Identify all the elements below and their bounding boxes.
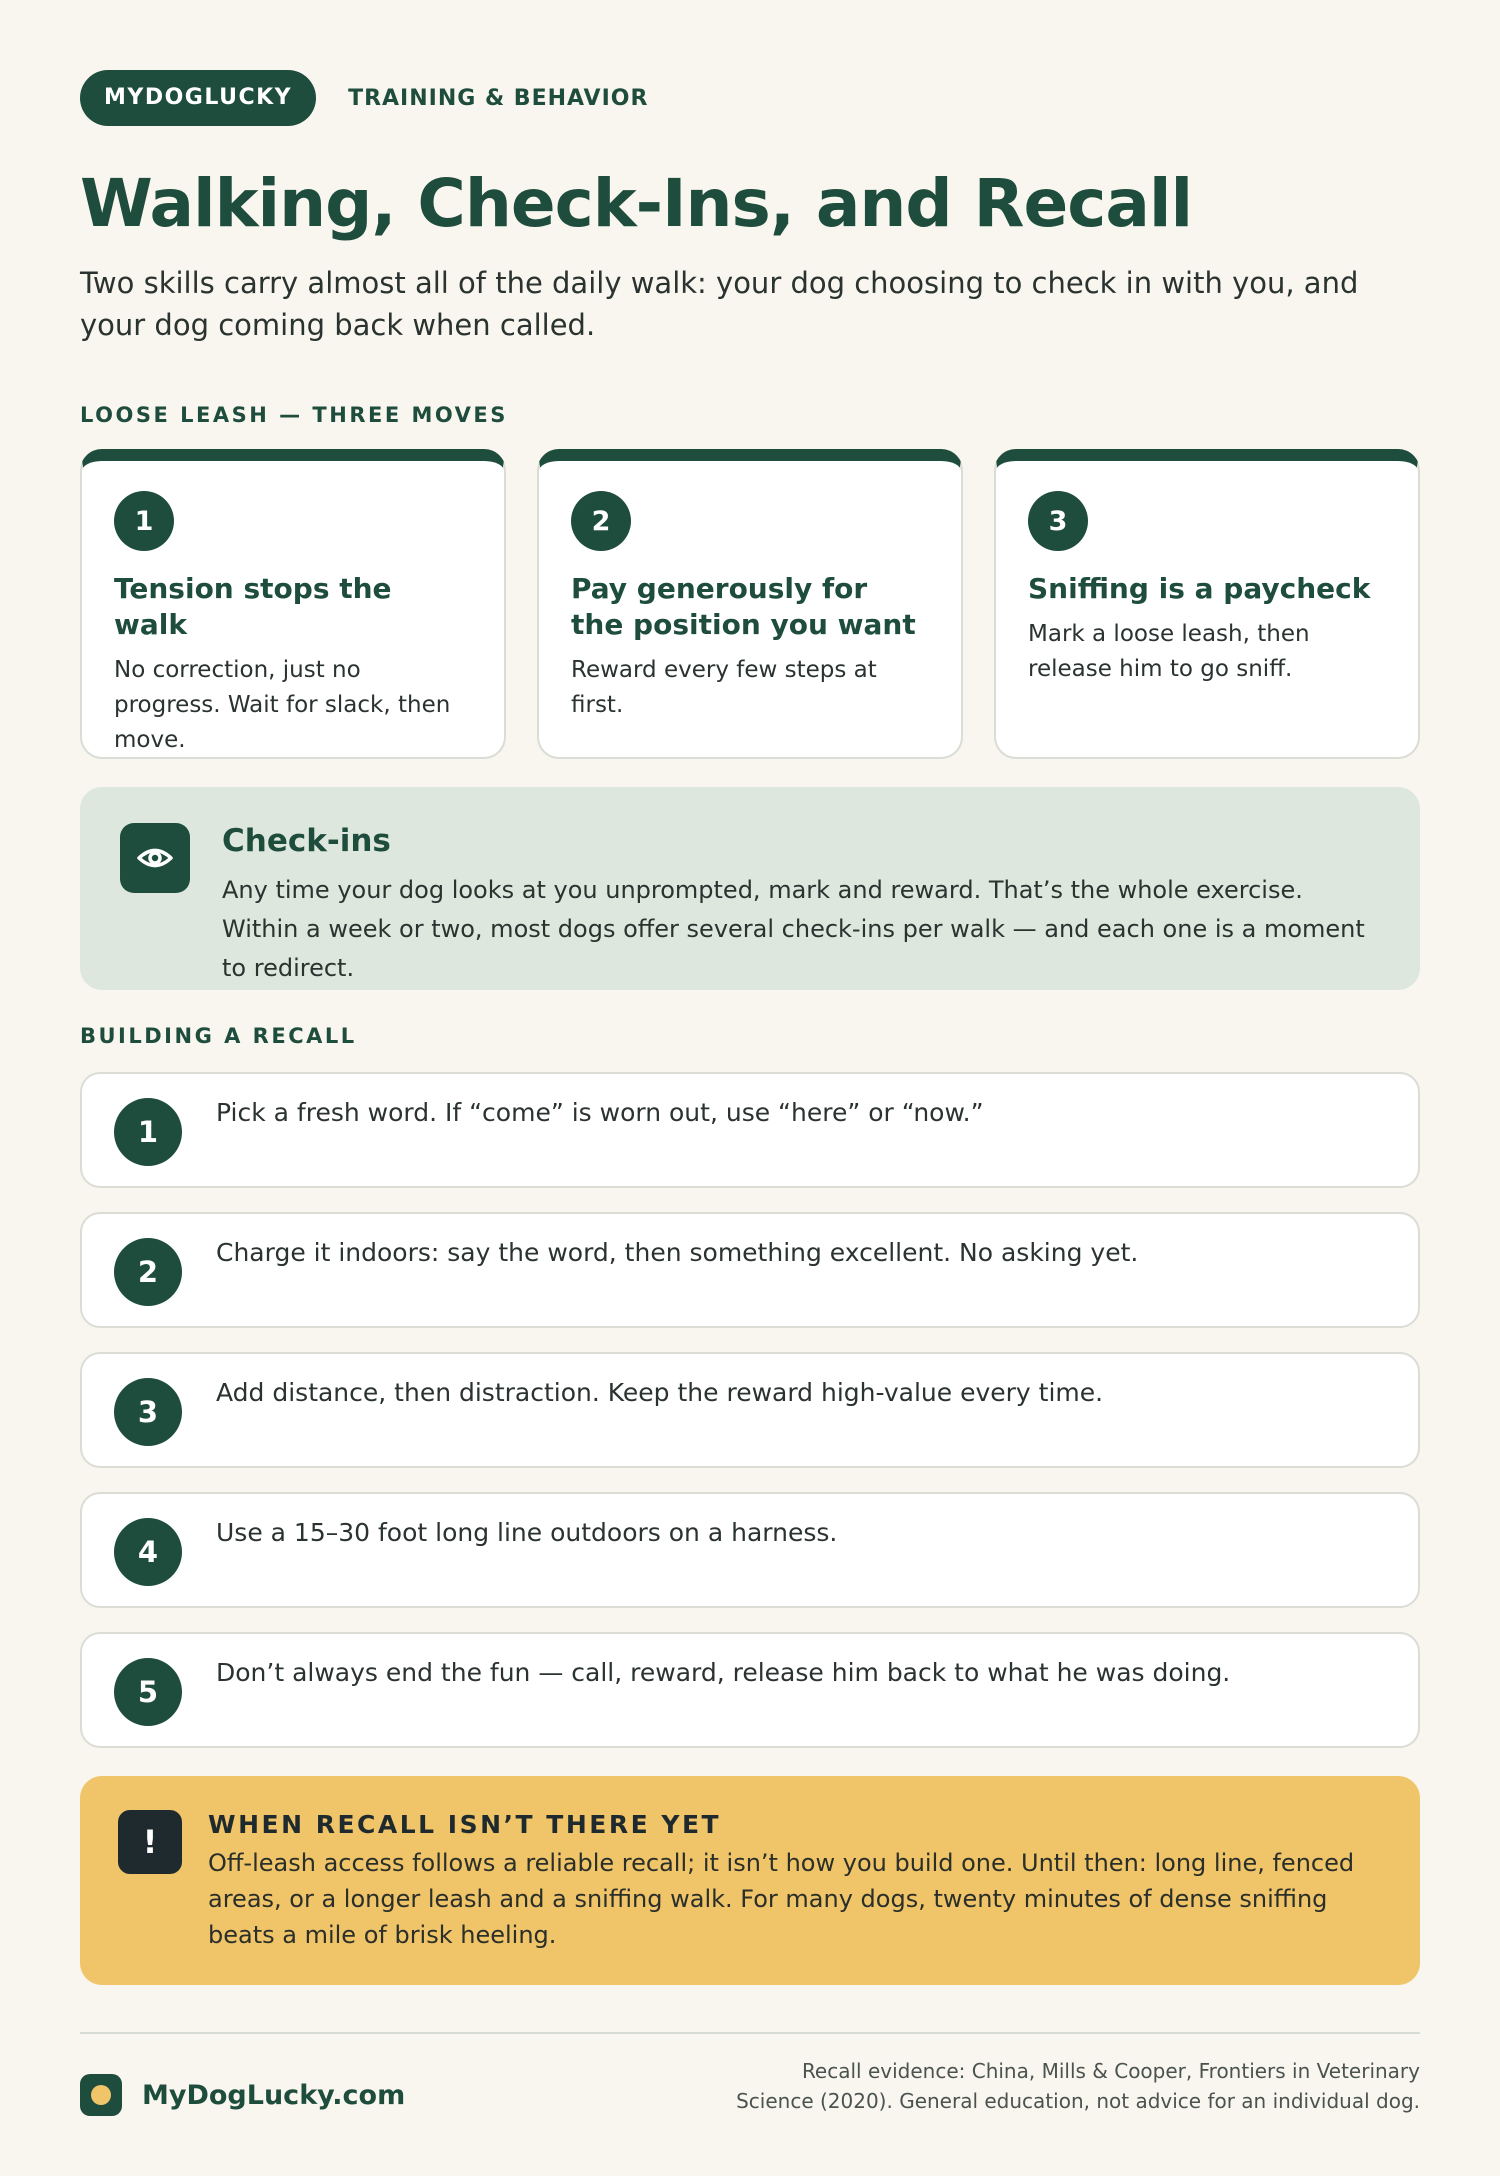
step-number: 2 [114,1238,182,1306]
brand-badge: MYDOGLUCKY [80,70,316,126]
move-body: Mark a loose leash, then release him to go sniff. [1028,621,1310,682]
header-row [80,70,648,126]
move-number: 3 [1028,491,1088,551]
warning-title: WHEN RECALL ISN’T THERE YET [208,1810,722,1839]
move-card [80,449,506,759]
checkins-body: Any time your dog looks at you unprompted, mark and reward. That’s the whole exercise. Within a week or two, most dogs offer several check-ins per walk — and each one is a moment to redirect. [222,876,1365,982]
warning-body: Off-leash access follows a reliable recall; it isn’t how you build one. Until then: long line, fenced areas, or a longer leash and a sniffing walk. For many dogs, twenty minutes of dense sniffing beats a mile of brisk heeling. [208,1849,1355,1949]
logo-icon [80,2074,122,2116]
category-label: TRAINING & BEHAVIOR [348,85,649,111]
page-title: Walking, Check-Ins, and Recall [80,165,1193,242]
step-number: 4 [114,1518,182,1586]
checkins-text [222,823,1380,990]
move-card [537,449,963,759]
move-card [994,449,1420,759]
recall-section-label: BUILDING A RECALL [80,1024,357,1048]
move-title: Tension stops the walk [114,572,392,641]
checkins-callout [80,787,1420,990]
list-item [80,1492,1420,1608]
move-number: 1 [114,491,174,551]
list-item [80,1632,1420,1748]
list-item [80,1212,1420,1328]
warning-text [208,1810,1380,1985]
footer-brand [80,2074,405,2116]
loose-leash-moves [80,449,1420,759]
exclamation-icon: ! [118,1810,182,1874]
loose-leash-section-label: LOOSE LEASH — THREE MOVES [80,403,508,427]
step-number: 1 [114,1098,182,1166]
step-number: 5 [114,1658,182,1726]
warning-callout [80,1776,1420,1985]
move-body: Reward every few steps at first. [571,657,877,718]
move-title: Pay generously for the position you want [571,572,916,641]
step-text: Pick a fresh word. If “come” is worn out, use “here” or “now.” [216,1098,984,1127]
move-title: Sniffing is a paycheck [1028,572,1371,605]
list-item [80,1352,1420,1468]
move-body: No correction, just no progress. Wait for slack, then move. [114,657,451,753]
step-text: Don’t always end the fun — call, reward, release him back to what he was doing. [216,1658,1231,1687]
step-text: Use a 15–30 foot long line outdoors on a harness. [216,1518,838,1547]
step-text: Charge it indoors: say the word, then something excellent. No asking yet. [216,1238,1139,1267]
footer-site-link[interactable]: MyDogLucky.com [142,2079,406,2111]
footer-divider [80,2032,1420,2034]
recall-steps [80,1072,1420,1772]
lede-paragraph: Two skills carry almost all of the daily walk: your dog choosing to check in with you, and your dog coming back when called. [80,266,1359,342]
checkins-title: Check-ins [222,823,391,859]
step-number: 3 [114,1378,182,1446]
step-text: Add distance, then distraction. Keep the reward high-value every time. [216,1378,1104,1407]
move-number: 2 [571,491,631,551]
list-item [80,1072,1420,1188]
footer-note: Recall evidence: China, Mills & Cooper, Frontiers in Veterinary Science (2020). General education, not advice for an individual dog. [736,2059,1420,2113]
eye-icon [120,823,190,893]
